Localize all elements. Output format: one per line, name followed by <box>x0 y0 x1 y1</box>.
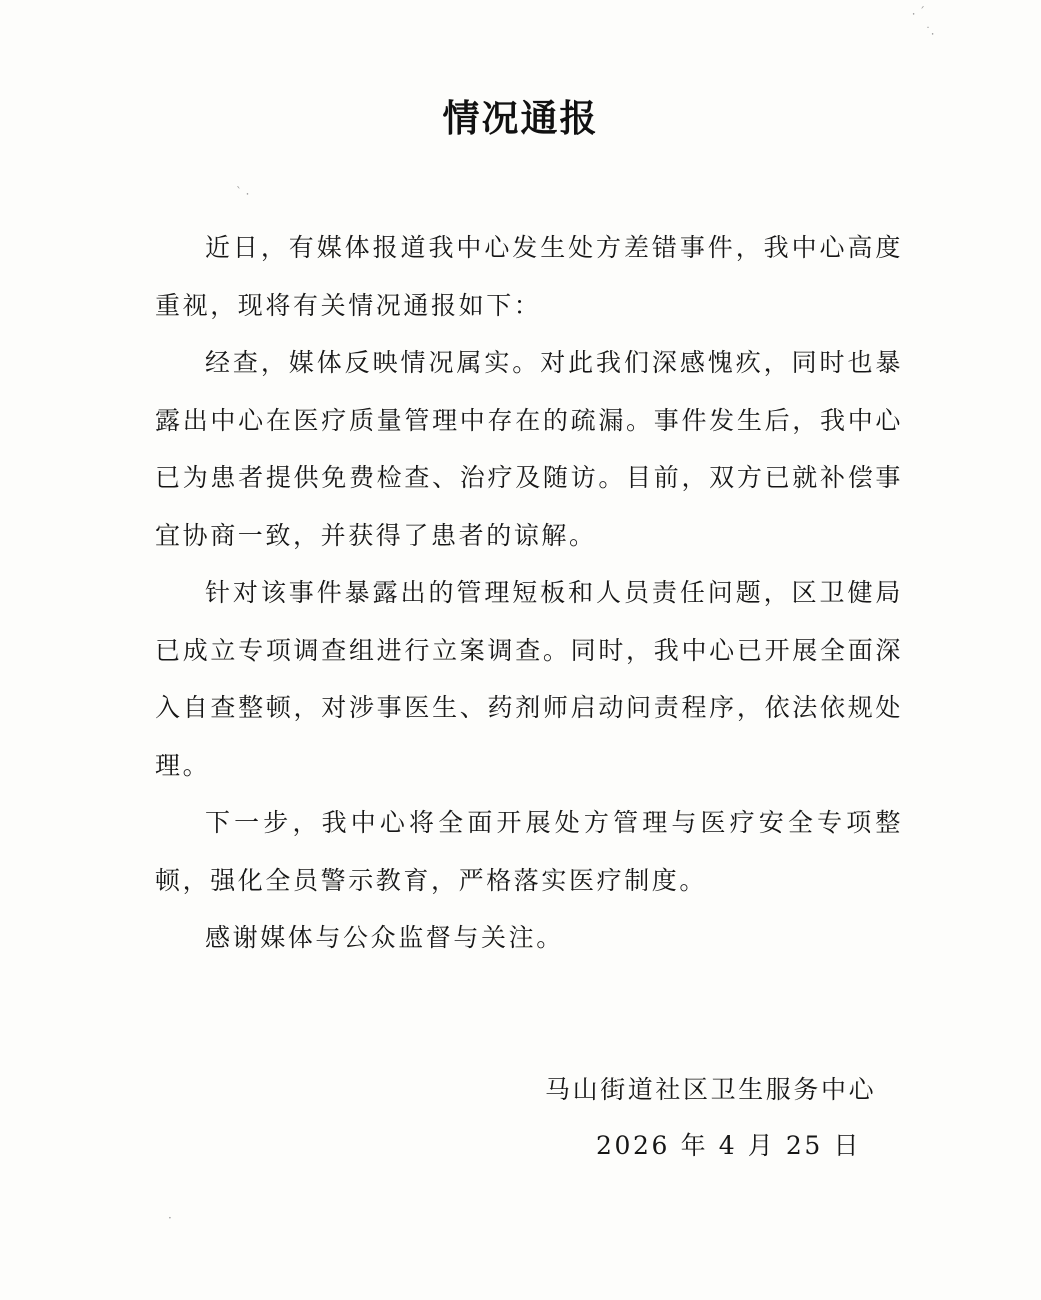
paragraph: 经查，媒体反映情况属实。对此我们深感愧疚，同时也暴露出中心在医疗质量管理中存在的疏漏。事件发生后，我中心已为患者提供免费检查、治疗及随访。目前，双方已就补偿事宜协商一致，并获得了患者的谅解。 <box>155 348 903 550</box>
organization-name: 马山街道社区卫生服务中心 <box>545 1075 877 1104</box>
document-title: 情况通报 <box>442 97 599 140</box>
scan-speck: ⸳ ˊ <box>912 5 926 19</box>
paragraph: 感谢媒体与公众监督与关注。 <box>205 923 564 952</box>
issue-date: 2026 年 4 月 25 日 <box>596 1131 862 1160</box>
scan-speck: ˙⸳ <box>925 25 935 39</box>
document-body <box>155 219 903 967</box>
scan-speck: · <box>168 1211 172 1225</box>
paragraph: 下一步，我中心将全面开展处方管理与医疗安全专项整顿，强化全员警示教育，严格落实医疗制度。 <box>155 808 903 895</box>
paragraph: 针对该事件暴露出的管理短板和人员责任问题，区卫健局已成立专项调查组进行立案调查。同时，我中心已开展全面深入自查整顿，对涉事医生、药剂师启动问责程序，依法依规处理。 <box>155 578 903 780</box>
scan-speck: ˋ ⸳ <box>236 185 250 199</box>
paragraph: 近日，有媒体报道我中心发生处方差错事件，我中心高度重视，现将有关情况通报如下： <box>155 233 903 320</box>
